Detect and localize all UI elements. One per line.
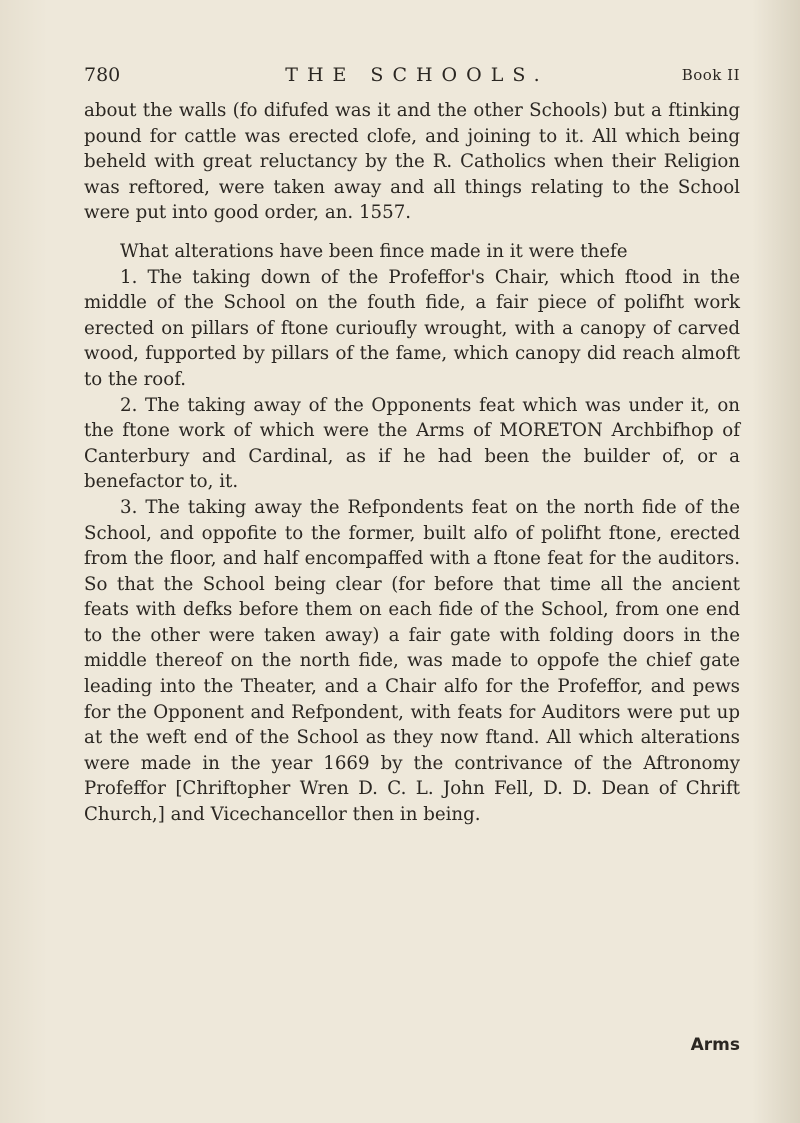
catchword: Arms	[690, 1035, 740, 1055]
paragraph-item-3: 3. The taking away the Refpondents feat on the north fide of the School, and oppofite to the former, built alfo of polifht ftone, erected from the floor, and half encompaffed with a ftone feat for the auditors. So that the School being clear (for before that time all the ancient feats with defks before them on each fide of the School, from one end to the other were taken away) a fair gate with folding doors in the middle thereof on the north fide, was made to oppofe the chief gate leading into the Theater, and a Chair alfo for the Profeffor, and pews for the Opponent and Refpondent, with feats for Auditors were put up at the weft end of the School as they now ftand. All which alterations were made in the year 1669 by the contrivance of the Aftronomy Profeffor [Chriftopher Wren D. C. L. John Fell, D. D. Dean of Chrift Church,] and Vicechancellor then in being.	[84, 496, 740, 826]
book-label: Book II	[681, 66, 740, 84]
paragraph-continuation: about the walls (fo difufed was it and the other Schools) but a ftinking pound for cattle was erected clofe, and joining to it. All which being beheld with great reluctancy by the R. Catholics when their Religion was reftored, were taken away and all things relating to the School were put into good order, an. 1557.	[84, 100, 740, 224]
page-number: 780	[84, 64, 121, 86]
paragraph-item-1: 1. The taking down of the Profeffor's Chair, which ftood in the middle of the School on the fouth fide, a fair piece of polifht work erected on pillars of ftone curioufly wrought, with a canopy of carved wood, fupported by pillars of the fame, which canopy did reach almoft to the roof.	[84, 266, 740, 390]
page-header	[84, 64, 740, 94]
body-text	[84, 98, 740, 828]
paragraph-alterations-intro: What alterations have been fince made in it were thefe	[120, 240, 628, 262]
running-head: THE SCHOOLS.	[285, 64, 549, 86]
paragraph-item-2: 2. The taking away of the Opponents feat which was under it, on the ftone work of which were the Arms of MORETON Archbifhop of Canterbury and Cardinal, as if he had been the builder of, or a benefactor to, it.	[84, 394, 740, 493]
